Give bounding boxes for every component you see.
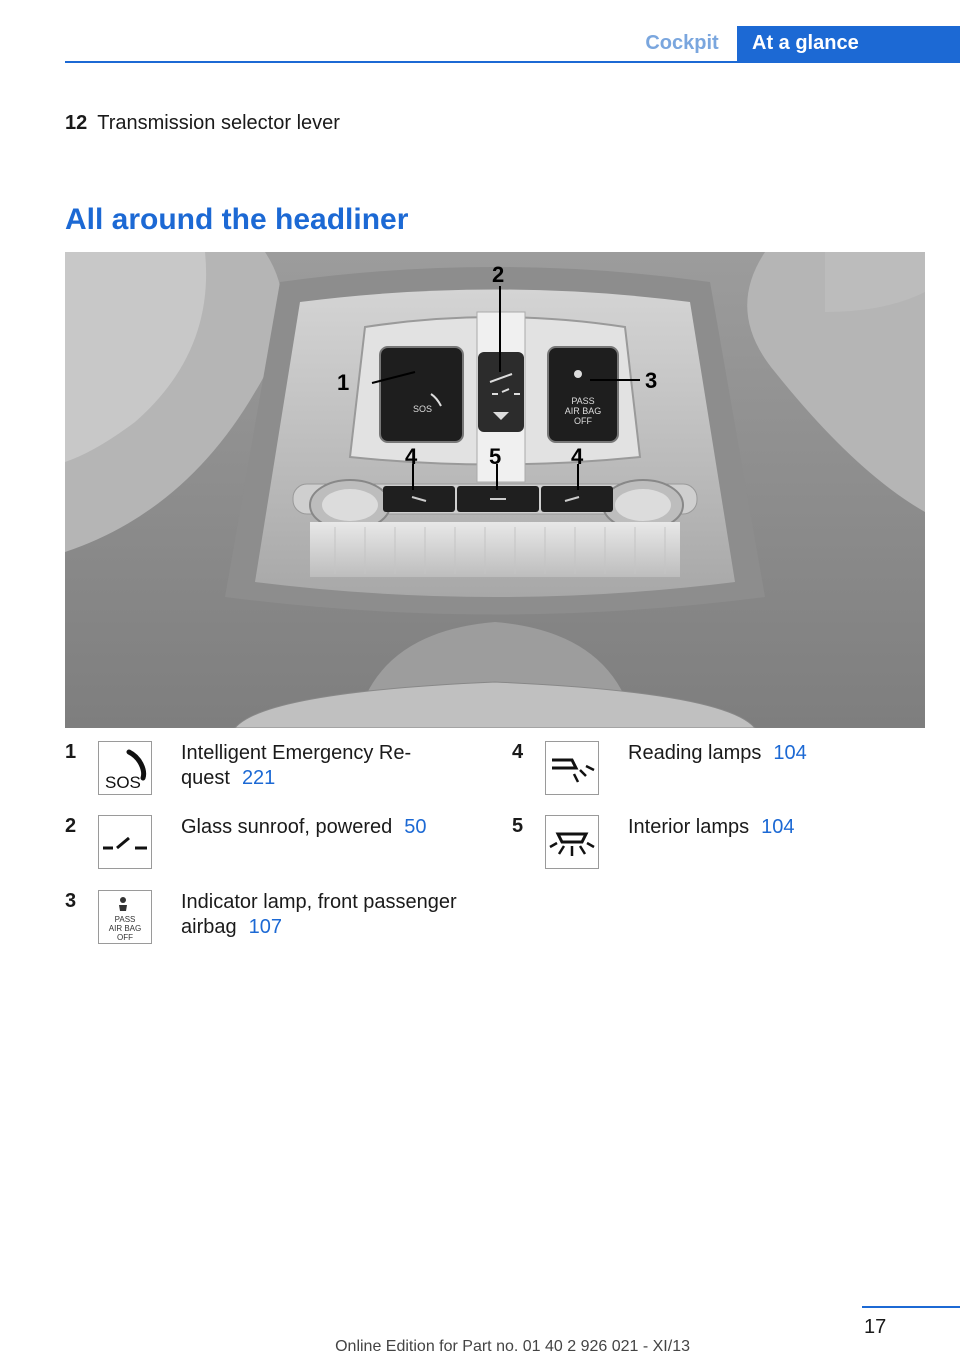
item-number: 4 xyxy=(512,741,524,763)
sos-button-label: SOS xyxy=(413,404,433,414)
footer-rule xyxy=(862,1306,960,1308)
callout-2: 2 xyxy=(492,262,505,287)
page-ref-link[interactable]: 221 xyxy=(241,767,276,789)
passenger-airbag-off-icon xyxy=(98,890,152,944)
list-item-1 xyxy=(65,741,465,801)
page-number: 17 xyxy=(864,1316,887,1338)
page-ref-link[interactable]: 104 xyxy=(773,742,807,764)
callout-5: 5 xyxy=(489,444,502,469)
list-item-4 xyxy=(512,741,912,801)
item-number: 1 xyxy=(65,741,77,763)
sos-icon xyxy=(98,741,152,795)
list-item-5 xyxy=(512,815,912,875)
item-text: Reading lamps xyxy=(628,742,762,764)
callout-4-right: 4 xyxy=(571,444,584,469)
item-text: Indicator lamp, front passenger airbag xyxy=(181,891,457,938)
page-ref-link[interactable]: 104 xyxy=(761,816,795,838)
sunroof-icon xyxy=(98,815,152,869)
callout-4-left: 4 xyxy=(405,444,418,469)
item-text: Glass sunroof, powered xyxy=(181,816,393,838)
icon-off-text: OFF xyxy=(117,933,133,942)
section-heading: All around the headliner xyxy=(65,203,409,236)
list-item-2 xyxy=(65,815,465,875)
item-number: 5 xyxy=(512,815,524,837)
airbag-button-label: AIR BAG xyxy=(564,406,602,416)
sos-icon-label: SOS xyxy=(105,773,141,792)
item-number: 12 xyxy=(65,112,88,134)
list-item-3 xyxy=(65,890,465,950)
off-button-label: OFF xyxy=(574,416,592,426)
callout-1: 1 xyxy=(337,370,350,395)
item-text: Transmission selector lever xyxy=(97,112,340,134)
headliner-photo xyxy=(65,252,925,728)
item-number: 2 xyxy=(65,815,77,837)
reading-lamp-icon xyxy=(545,741,599,795)
icon-pass-text: PASS xyxy=(114,915,136,924)
header-section: Cockpit xyxy=(645,32,719,54)
item-text: Intelligent Emergency Re‐quest xyxy=(181,742,412,789)
callout-3: 3 xyxy=(645,368,658,393)
pass-button-label: PASS xyxy=(571,396,595,406)
previous-list-item xyxy=(65,112,340,135)
page-ref-link[interactable]: 107 xyxy=(248,916,282,938)
item-number: 3 xyxy=(65,890,77,912)
page-ref-link[interactable]: 50 xyxy=(404,816,427,838)
item-text: Interior lamps xyxy=(628,816,750,838)
edition-footer: Online Edition for Part no. 01 40 2 926 021 - XI/13 xyxy=(335,1338,690,1355)
header-chapter: At a glance xyxy=(737,26,960,61)
icon-airbag-text: AIR BAG xyxy=(108,924,142,933)
header-rule xyxy=(65,61,960,63)
interior-lamp-icon xyxy=(545,815,599,869)
